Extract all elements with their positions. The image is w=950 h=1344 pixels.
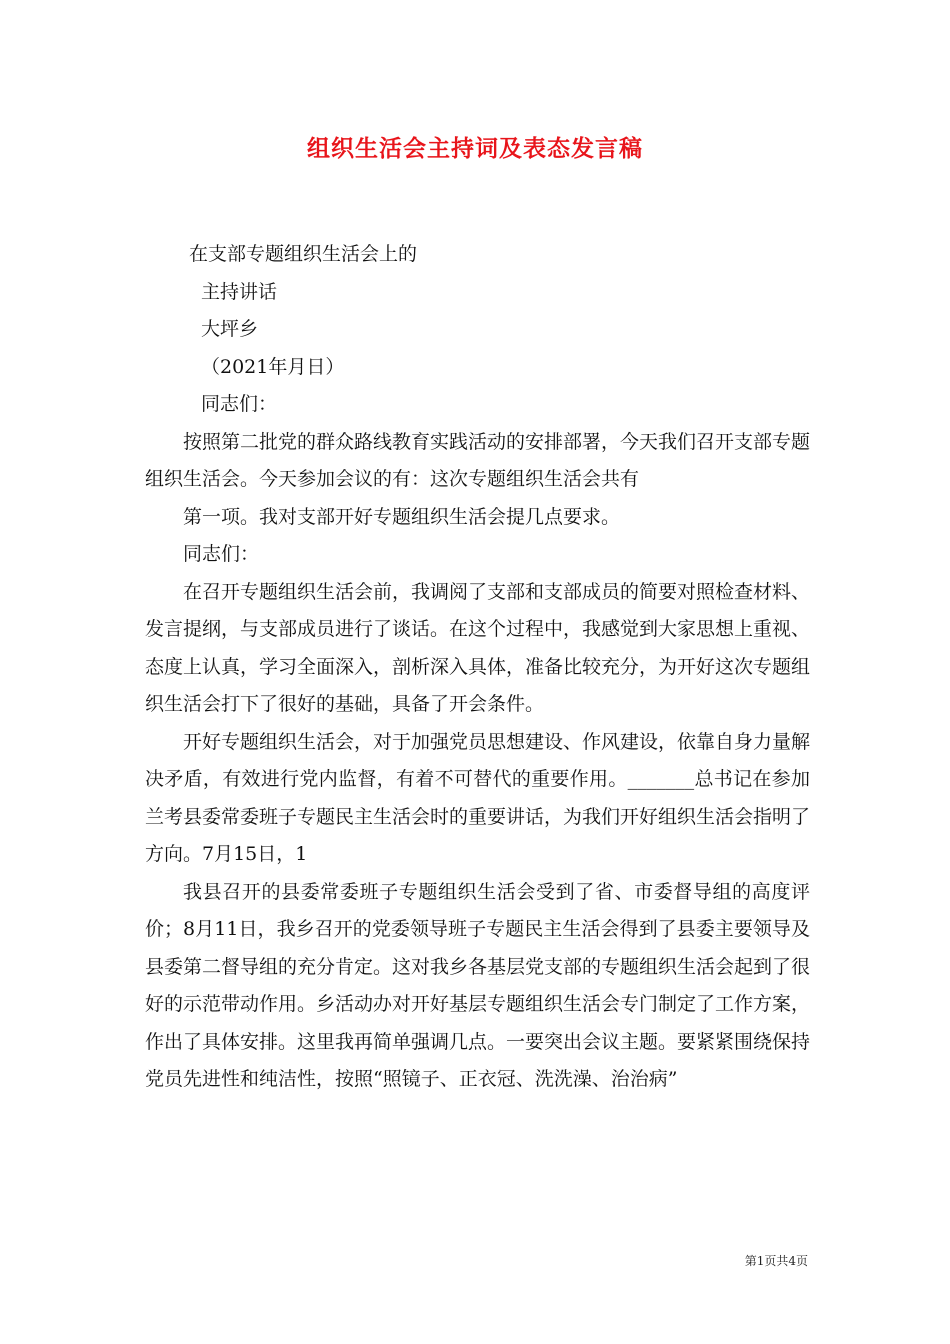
paragraph-2: 第一项。我对支部开好专题组织生活会提几点要求。 — [183, 505, 621, 528]
date-line: （2021年月日） — [201, 355, 345, 378]
document-title: 组织生活会主持词及表态发言稿 — [307, 135, 643, 162]
paragraph-4: 开好专题组织生活会，对于加强党员思想建设、作风建设，依靠自身力量解决矛盾，有效进行党内监督，有着不可替代的重要作用。_______总书记在参加兰考县委常委班子专题民主生活会时的重要讲话，为我们开好组织生活会指明了方向。7月15日，1 — [145, 730, 811, 865]
subtitle-line-1: 在支部专题组织生活会上的 — [189, 243, 418, 265]
paragraph-1: 按照第二批党的群众路线教育实践活动的安排部署，今天我们召开支部专题组织生活会。今天参加会议的有：这次专题组织生活会共有 — [145, 430, 811, 490]
subtitle-line-2: 主持讲话 — [201, 280, 278, 303]
document-body — [145, 236, 810, 1099]
salutation-1: 同志们： — [201, 393, 278, 415]
paragraph-5: 我县召开的县委常委班子专题组织生活会受到了省、市委督导组的高度评价；8月11日，我乡召开的党委领导班子专题民主生活会得到了县委主要领导及县委第二督导组的充分肯定。这对我乡各基层党支部的专题组织生活会起到了很好的示范带动作用。乡活动办对开好基层专题组织生活会专门制定了工作方案，作出了具体安排。这里我再简单强调几点。一要突出会议主题。要紧紧围绕保持党员先进性和纯洁性，按照“照镜子、正衣冠、洗洗澡、治治病” — [145, 880, 811, 1090]
paragraph-3: 在召开专题组织生活会前，我调阅了支部和支部成员的简要对照检查材料、发言提纲，与支部成员进行了谈话。在这个过程中，我感觉到大家思想上重视、态度上认真，学习全面深入，剖析深入具体，准备比较充分，为开好这次专题组织生活会打下了很好的基础，具备了开会条件。 — [145, 580, 811, 715]
salutation-2: 同志们： — [183, 543, 260, 565]
page-number: 第1页共4页 — [744, 1254, 808, 1268]
location-line: 大坪乡 — [201, 318, 259, 340]
